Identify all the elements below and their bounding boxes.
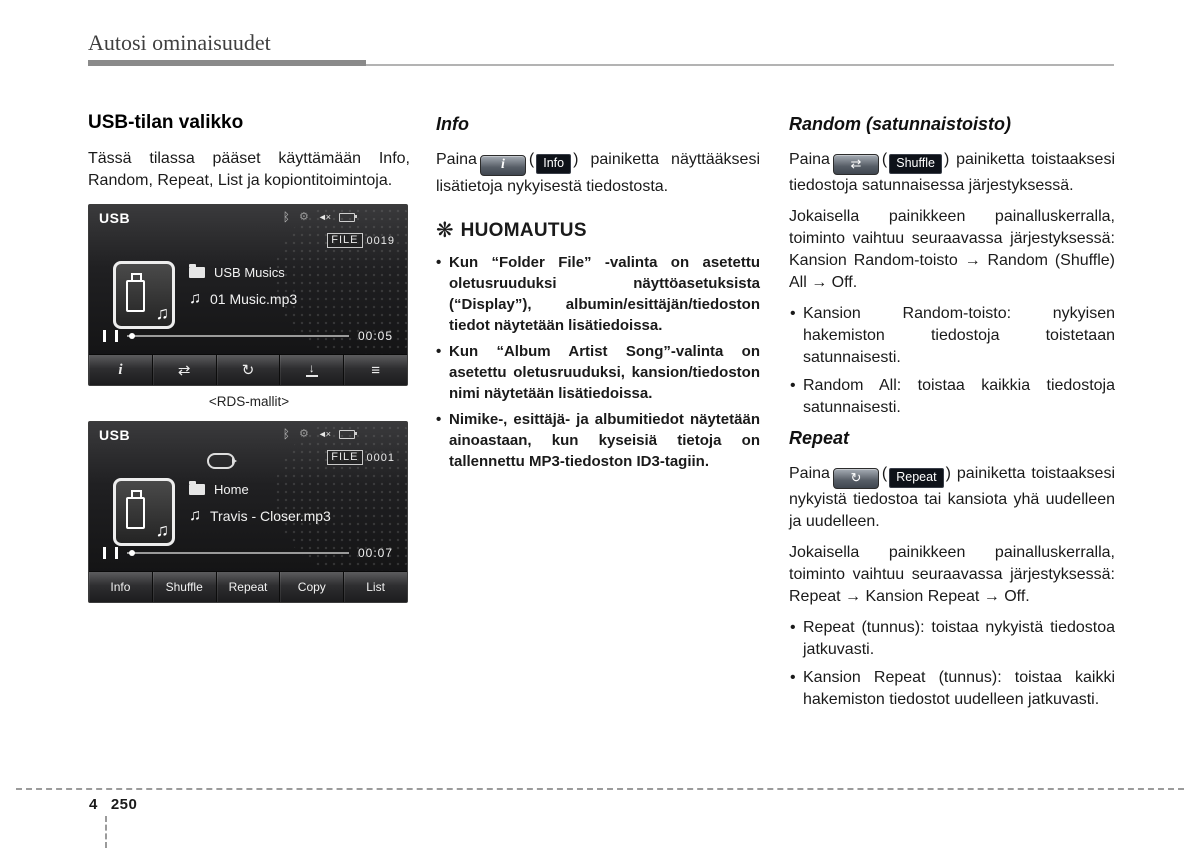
usb-stick-icon xyxy=(126,280,145,312)
copy-button-label: Copy xyxy=(297,580,326,594)
repeat-paragraph-2: Jokaisella painikkeen painalluskerralla, toiminto vaihtuu seuraavassa järjestyksessä: Repeat → Kansion Repeat → Off. xyxy=(789,544,1115,605)
progress-row xyxy=(103,329,393,343)
track-row xyxy=(189,291,297,307)
text-segment: Paina xyxy=(789,465,830,482)
screenshot-caption: <RDS-mallit> xyxy=(208,394,290,409)
track-meta xyxy=(189,265,297,318)
repeat-icon: ↻ xyxy=(241,361,255,379)
repeat-button-inline-icon: ↻ xyxy=(833,468,879,489)
folder-icon xyxy=(189,267,205,278)
notice-item: • Nimike-, esittäjä- ja albumitiedot näytetään ainoastaan, kun kyseisiä tietoja on tallennettu MP3-tiedoston ID3-tagiin. xyxy=(436,409,760,472)
repeat-bullet-list xyxy=(789,617,1115,711)
radio-button-bar xyxy=(89,354,407,385)
chapter-number: 4 xyxy=(89,796,98,813)
header-rule xyxy=(366,64,1114,66)
random-bullet-list xyxy=(789,303,1115,419)
list-button-label: List xyxy=(366,580,385,594)
file-number: 0001 xyxy=(366,451,395,464)
file-indicator xyxy=(327,233,395,248)
status-icon-row xyxy=(283,211,355,223)
battery-icon xyxy=(339,430,355,439)
column-left xyxy=(88,110,410,603)
random-paragraph-1 xyxy=(789,149,1115,197)
repeat-badge-inline: Repeat xyxy=(889,468,943,488)
bluetooth-icon: ᛒ xyxy=(282,427,290,441)
notice-header xyxy=(436,220,760,242)
text-segment: ( xyxy=(881,151,888,168)
bullet-item: • Repeat (tunnus): toistaa nykyistä tiedostoa jatkuvasti. xyxy=(789,617,1115,661)
music-note-icon: ♫ xyxy=(155,303,169,323)
track-meta xyxy=(189,482,331,535)
folder-name: Home xyxy=(214,482,249,497)
page-section-title: Autosi ominaisuudet xyxy=(88,30,271,55)
info-paragraph xyxy=(436,149,760,198)
text-segment: Paina xyxy=(436,151,477,168)
radio-repeat-button xyxy=(217,355,281,385)
pause-icon xyxy=(103,330,118,342)
shuffle-badge-inline: Shuffle xyxy=(889,154,942,174)
text-segment: ) painiketta toistaaksesi nykyistä tiedostoa tai kansiota yhä uudelleen ja uudelleen. xyxy=(789,465,1115,530)
track-name: 01 Music.mp3 xyxy=(210,291,298,307)
settings-icon: ⚙ xyxy=(298,428,309,440)
notice-block xyxy=(436,220,760,472)
usb-device-icon xyxy=(113,261,175,329)
column-right xyxy=(789,110,1115,720)
radio-shuffle-button xyxy=(153,355,217,385)
shuffle-button-label: Shuffle xyxy=(165,580,203,594)
notice-item: • Kun “Album Artist Song”-valinta on asetettu oletusruuduksi, kansion/tiedoston nimi näytetään lisätiedoissa. xyxy=(436,341,760,404)
list-icon: ≡ xyxy=(371,361,380,379)
info-button-label: Info xyxy=(110,580,131,594)
footer-dashed-vline xyxy=(105,816,107,848)
header-underline-bar xyxy=(88,60,366,66)
intro-paragraph: Tässä tilassa pääset käyttämään Info, Random, Repeat, List ja kopiontitoimintoja. xyxy=(88,150,410,189)
music-note-icon: ♫ xyxy=(189,290,201,307)
radio-screenshot-1 xyxy=(88,204,408,386)
bluetooth-icon: ᛒ xyxy=(282,210,290,224)
source-label: USB xyxy=(99,210,131,226)
file-label: FILE xyxy=(327,450,362,465)
repeat-button-label: Repeat xyxy=(228,580,268,594)
info-badge-inline: Info xyxy=(536,154,571,174)
elapsed-time: 00:05 xyxy=(357,329,393,343)
progress-bar xyxy=(127,552,349,554)
source-label: USB xyxy=(99,427,131,443)
usb-device-icon xyxy=(113,478,175,546)
file-number: 0019 xyxy=(366,234,395,247)
info-button-inline-icon: i xyxy=(480,155,526,176)
text-segment: ) painiketta näyttääksesi lisätietoja nykyisestä tiedostosta. xyxy=(436,151,760,195)
notice-asterisk-icon: ❋ xyxy=(436,219,454,242)
usb-menu-heading: USB-tilan valikko xyxy=(88,112,244,133)
bullet-item: • Random All: toistaa kaikkia tiedostoja satunnaisesti. xyxy=(789,375,1115,419)
footer-dashed-rule xyxy=(16,788,1184,790)
progress-row xyxy=(103,546,393,560)
music-note-icon: ♫ xyxy=(189,507,201,524)
file-label: FILE xyxy=(327,233,362,248)
bullet-item: • Kansion Random-toisto: nykyisen hakemiston tiedostoja toistetaan satunnaisesti. xyxy=(789,303,1115,369)
notice-list xyxy=(436,252,760,472)
repeat-heading: Repeat xyxy=(789,428,850,448)
folder-row xyxy=(189,482,331,497)
battery-icon xyxy=(339,213,355,222)
mute-icon: ◄× xyxy=(317,429,330,439)
repeat-indicator-icon xyxy=(207,453,235,469)
track-row xyxy=(189,508,331,524)
track-name: Travis - Closer.mp3 xyxy=(210,508,331,524)
usb-stick-icon xyxy=(126,497,145,529)
radio-info-button xyxy=(89,572,153,602)
radio-button-bar xyxy=(89,571,407,602)
mute-icon: ◄× xyxy=(317,212,330,222)
notice-title: HUOMAUTUS xyxy=(460,220,587,241)
folder-row xyxy=(189,265,297,280)
radio-list-button xyxy=(344,572,407,602)
column-middle xyxy=(436,110,760,477)
radio-screenshot-2 xyxy=(88,421,408,603)
random-paragraph-2: Jokaisella painikkeen painalluskerralla, toiminto vaihtuu seuraavassa järjestyksessä: Kansion Random-toisto → Random (Shuffle) All → Off. xyxy=(789,208,1115,291)
pause-icon xyxy=(103,547,118,559)
shuffle-button-inline-icon: ⇄ xyxy=(833,154,879,175)
bullet-item: • Kansion Repeat (tunnus): toistaa kaikki hakemiston tiedostot uudelleen jatkuvasti. xyxy=(789,667,1115,711)
repeat-paragraph-1 xyxy=(789,463,1115,533)
text-segment: Paina xyxy=(789,151,830,168)
info-heading: Info xyxy=(436,114,469,134)
text-segment: ( xyxy=(881,465,888,482)
text-segment: ( xyxy=(528,151,535,168)
settings-icon: ⚙ xyxy=(298,211,309,223)
radio-info-button xyxy=(89,355,153,385)
radio-repeat-button xyxy=(217,572,281,602)
notice-item: • Kun “Folder File” -valinta on asetettu oletusruuduksi näyttöasetuksista (“Display”), albumin/esittäjän/tiedoston tiedot näytetään lisätiedoissa. xyxy=(436,252,760,336)
shuffle-icon: ⇄ xyxy=(177,361,191,379)
radio-list-button xyxy=(344,355,407,385)
page-number xyxy=(89,796,137,813)
status-icon-row xyxy=(283,428,355,440)
folder-name: USB Musics xyxy=(214,265,285,280)
file-indicator xyxy=(327,450,395,465)
folder-icon xyxy=(189,484,205,495)
music-note-icon: ♫ xyxy=(155,520,169,540)
copy-icon: ↓ xyxy=(306,363,318,377)
text-segment: ) painiketta toistaaksesi tiedostoja satunnaisessa järjestyksessä. xyxy=(789,151,1115,194)
radio-copy-button xyxy=(280,355,344,385)
random-heading: Random (satunnaistoisto) xyxy=(789,114,1012,134)
progress-bar xyxy=(127,335,349,337)
elapsed-time: 00:07 xyxy=(357,546,393,560)
radio-copy-button xyxy=(280,572,344,602)
info-icon: i xyxy=(118,361,123,378)
radio-shuffle-button xyxy=(153,572,217,602)
page-number-value: 250 xyxy=(110,796,138,813)
